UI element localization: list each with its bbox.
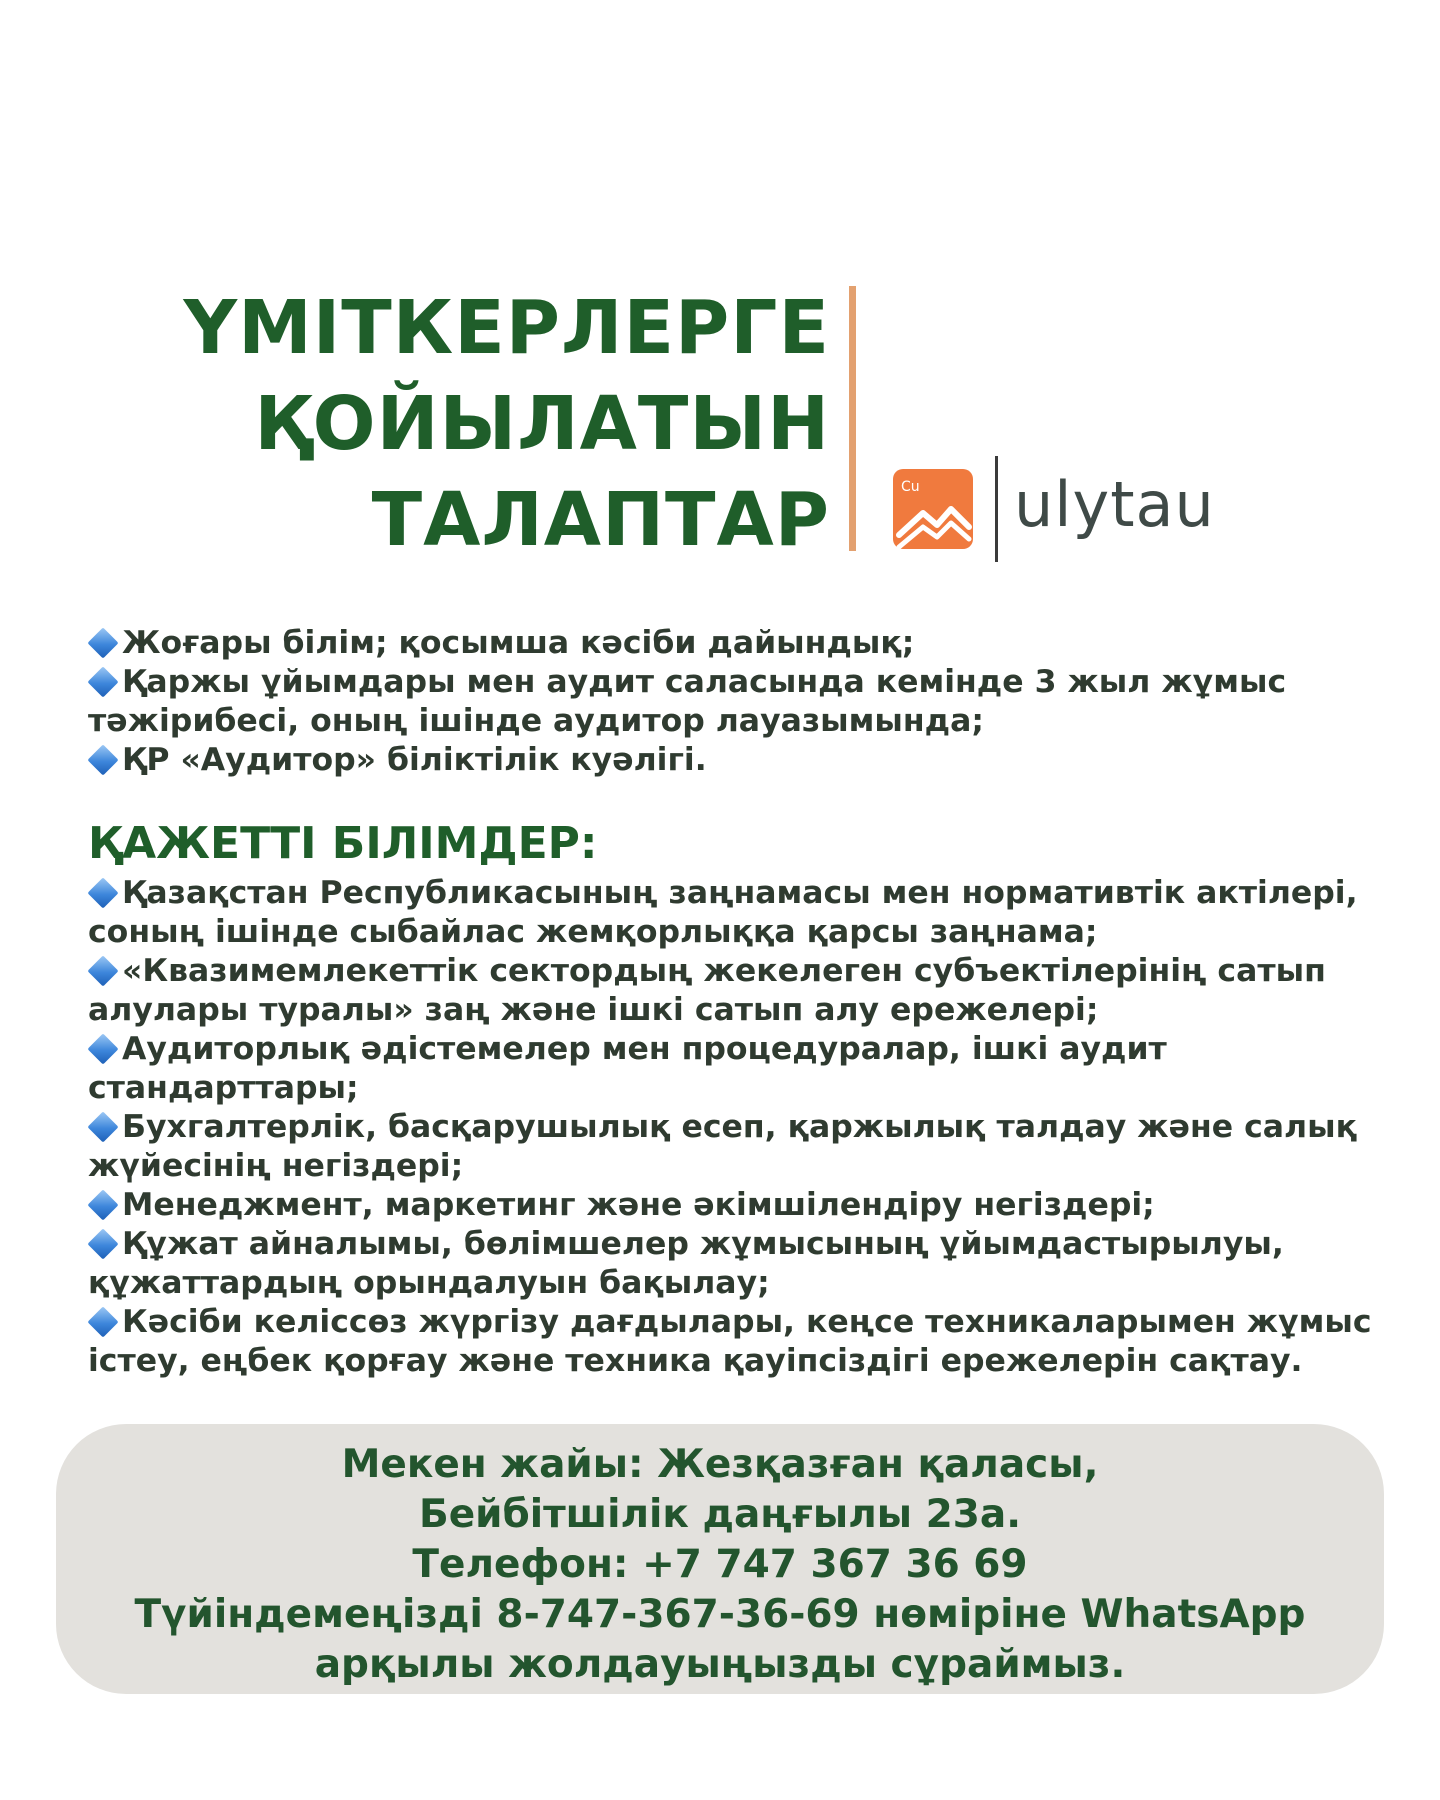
title-line-3: ТАЛАПТАР	[371, 477, 830, 563]
poster-title	[180, 280, 830, 568]
contact-whatsapp-line-2: арқылы жолдауыңызды сұраймыз.	[314, 1642, 1126, 1687]
blue-diamond-icon	[87, 627, 118, 658]
requirements-content	[88, 624, 1388, 1381]
contact-whatsapp-line-1: Түйіндемеңізді 8-747-367-36-69 нөміріне WhatsApp	[134, 1592, 1306, 1637]
list-item: Жоғары білім; қосымша кәсіби дайындық;	[88, 624, 1388, 663]
title-divider	[849, 286, 856, 551]
logo-brand-name: ulytau	[1014, 468, 1215, 541]
ulytau-logo	[893, 456, 1215, 562]
logo-separator	[995, 456, 998, 562]
contact-address-line-1: Мекен жайы: Жезқазған қаласы,	[341, 1442, 1099, 1487]
list-item: «Квазимемлекеттік сектордың жекелеген субъектілерінің сатып алулары туралы» заң және ішкі сатып алу ережелері;	[88, 953, 1326, 1028]
contact-phone: Телефон: +7 747 367 36 69	[412, 1542, 1028, 1587]
list-item: Құжат айналымы, бөлімшелер жұмысының ұйымдастырылуы, құжаттардың орындалуын бақылау;	[88, 1226, 1284, 1301]
blue-diamond-icon	[87, 744, 118, 775]
list-item: Қазақстан Республикасының заңнамасы мен нормативтік актілері, соның ішінде сыбайлас жемқорлыққа қарсы заңнама;	[88, 875, 1358, 950]
blue-diamond-icon	[87, 1306, 118, 1337]
blue-diamond-icon	[87, 666, 118, 697]
knowledge-list	[88, 874, 1388, 1381]
title-line-2: ҚОЙЫЛАТЫН	[254, 381, 830, 467]
blue-diamond-icon	[87, 955, 118, 986]
list-item: Кәсіби келіссөз жүргізу дағдылары, кеңсе техникаларымен жұмыс істеу, еңбек қорғау және техника қауіпсіздігі ережелерін сақтау.	[88, 1304, 1372, 1379]
mountain-logo-icon	[893, 469, 973, 549]
list-item: Аудиторлық әдістемелер мен процедуралар, ішкі аудит стандарттары;	[88, 1031, 1167, 1106]
blue-diamond-icon	[87, 877, 118, 908]
blue-diamond-icon	[87, 1033, 118, 1064]
requirements-list	[88, 624, 1388, 780]
list-item: Менеджмент, маркетинг және әкімшілендіру негіздері;	[88, 1186, 1388, 1225]
contact-info	[56, 1440, 1384, 1690]
list-item: ҚР «Аудитор» біліктілік куәлігі.	[88, 741, 1388, 780]
blue-diamond-icon	[87, 1228, 118, 1259]
blue-diamond-icon	[87, 1189, 118, 1220]
logo-icon-text: Cu	[901, 479, 920, 495]
contact-box	[56, 1424, 1384, 1694]
knowledge-heading: ҚАЖЕТТІ БІЛІМДЕР:	[88, 818, 598, 869]
list-item: Бухгалтерлік, басқарушылық есеп, қаржылық талдау және салық жүйесінің негіздері;	[88, 1109, 1357, 1184]
list-item: Қаржы ұйымдары мен аудит саласында кемінде 3 жыл жұмыс тәжірибесі, оның ішінде аудитор лауазымында;	[88, 664, 1287, 739]
contact-address-line-2: Бейбітшілік даңғылы 23а.	[418, 1492, 1022, 1537]
blue-diamond-icon	[87, 1111, 118, 1142]
title-line-1: ҮМІТКЕРЛЕРГЕ	[183, 285, 830, 371]
